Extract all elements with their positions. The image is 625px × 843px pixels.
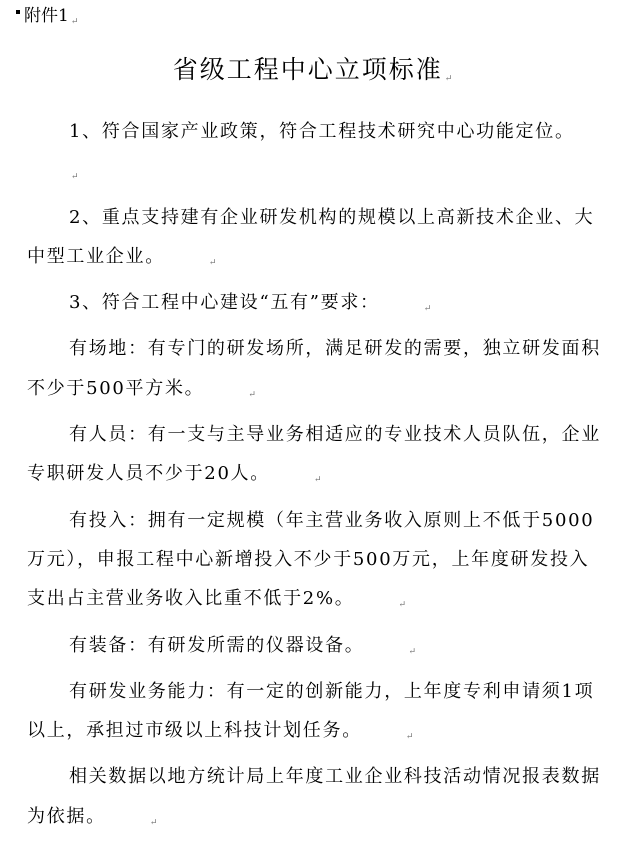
paragraph-policy <box>27 112 607 198</box>
paragraph-mark-icon: ↵ <box>71 172 79 183</box>
paragraph-text: 有人员：有一支与主导业务相适应的专业技术人员队伍，企业专职研发人员不少于20人。 <box>27 424 601 485</box>
paragraph-text: 有研发业务能力：有一定的创新能力，上年度专利申请须1项以上，承担过市级以上科技计划任务。 <box>27 680 595 742</box>
paragraph-text: 有装备：有研发所需的仪器设备。 <box>69 634 365 656</box>
paragraph-data-basis <box>27 757 607 843</box>
document-title <box>0 53 625 96</box>
paragraph-mark-icon: ↵ <box>208 257 217 268</box>
document-title-text: 省级工程中心立项标准 <box>172 55 443 84</box>
paragraph-text: 2、重点支持建有企业研发机构的规模以上高新技术企业、大中型工业企业。 <box>27 206 595 267</box>
attachment-label <box>16 4 78 34</box>
paragraph-mark-icon: ↵ <box>248 389 256 400</box>
paragraph-support <box>27 198 607 284</box>
paragraph-site <box>27 329 607 415</box>
paragraph-personnel <box>27 415 607 501</box>
paragraph-text: 有场地：有专门的研发场所，满足研发的需要，独立研发面积不少于500平方米。 <box>27 338 601 399</box>
paragraph-mark-icon: ↵ <box>444 74 453 84</box>
paragraph-mark-icon: ↵ <box>405 732 414 743</box>
attachment-text: 附件1 <box>24 6 69 26</box>
paragraph-mark-icon: ↵ <box>408 646 417 657</box>
paragraph-mark-icon: ↵ <box>398 600 407 611</box>
document-body <box>27 112 607 843</box>
paragraph-mark-icon: ↵ <box>70 17 79 27</box>
bullet-marker-icon <box>16 10 20 14</box>
paragraph-text: 相关数据以地方统计局上年度工业企业科技活动情况报表数据为依据。 <box>27 766 601 827</box>
paragraph-text: 1、符合国家产业政策，符合工程技术研究中心功能定位。 <box>69 121 575 142</box>
paragraph-text: 3、符合工程中心建设“五有”要求： <box>69 292 380 314</box>
paragraph-mark-icon: ↵ <box>314 475 322 486</box>
paragraph-text: 有投入：拥有一定规模（年主营业务收入原则上不低于5000万元），申报工程中心新增投入不少于500万元，上年度研发投入支出占主营业务收入比重不低于2%。 <box>27 509 595 610</box>
paragraph-equipment <box>27 626 607 672</box>
paragraph-rd-capability <box>27 672 607 758</box>
paragraph-mark-icon: ↵ <box>423 304 432 315</box>
paragraph-five-requirements <box>27 283 607 329</box>
paragraph-mark-icon: ↵ <box>149 817 158 828</box>
paragraph-investment <box>27 501 607 626</box>
